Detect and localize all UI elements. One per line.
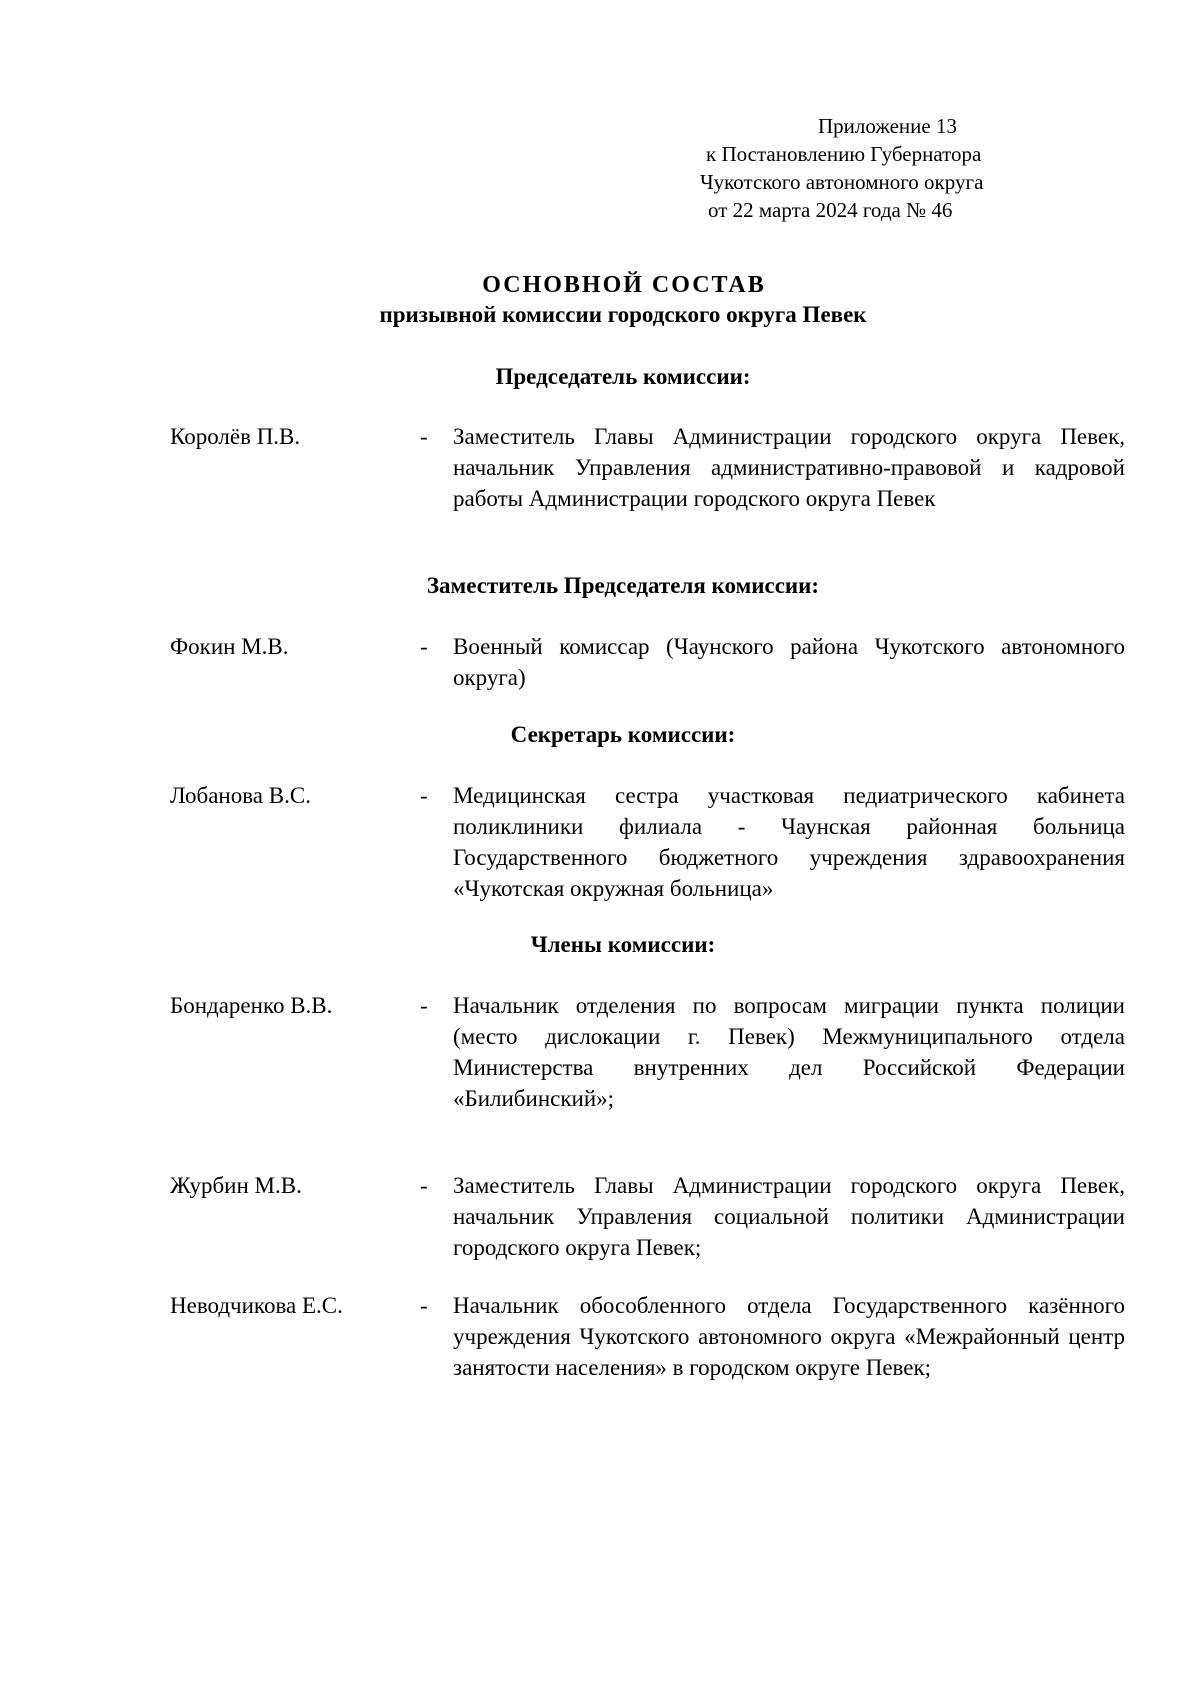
member-description: Заместитель Главы Администрации городского округа Певек, начальник Управления социальной политики Администрации городского округа Певек; bbox=[453, 1173, 1125, 1260]
member-entry-deputy bbox=[170, 631, 1125, 693]
member-entry bbox=[170, 1170, 1125, 1263]
appendix-line: к Постановлению Губернатора bbox=[706, 142, 982, 166]
member-description: Начальник отделения по вопросам миграции пункта полиции (место дислокации г. Певек) Межмуниципального отдела Министерства внутренних дел Российской Федерации «Билибинский»; bbox=[453, 993, 1125, 1111]
member-entry bbox=[170, 1290, 1125, 1383]
section-heading-deputy: Заместитель Председателя комиссии: bbox=[426, 573, 820, 598]
member-name: Королёв П.В. bbox=[170, 424, 301, 449]
member-entry-chairman bbox=[170, 421, 1125, 514]
document-title: ОСНОВНОЙ СОСТАВ bbox=[482, 272, 766, 298]
member-description: Медицинская сестра участковая педиатрического кабинета поликлиники филиала - Чаунская районная больница Государственного бюджетного учреждения здравоохранения «Чукотская окружная больница» bbox=[453, 783, 1125, 901]
member-description: Начальник обособленного отдела Государственного казённого учреждения Чукотского автономного округа «Межрайонный центр занятости населения» в городском округе Певек; bbox=[453, 1293, 1125, 1380]
member-dash: - bbox=[420, 424, 428, 449]
member-description: Заместитель Главы Администрации городского округа Певек, начальник Управления административно-правовой и кадровой работы Администрации городского округа Певек bbox=[453, 424, 1125, 511]
document-subtitle: призывной комиссии городского округа Певек bbox=[379, 302, 867, 327]
appendix-line: от 22 марта 2024 года № 46 bbox=[708, 198, 953, 222]
appendix-line: Приложение 13 bbox=[818, 114, 957, 138]
section-heading-chairman: Председатель комиссии: bbox=[495, 364, 751, 389]
member-name: Журбин М.В. bbox=[170, 1173, 302, 1198]
member-dash: - bbox=[420, 1293, 428, 1318]
member-name: Неводчикова Е.С. bbox=[170, 1293, 343, 1318]
appendix-block bbox=[700, 112, 1100, 224]
member-entry bbox=[170, 990, 1125, 1114]
appendix-line: Чукотского автономного округа bbox=[700, 170, 984, 194]
member-dash: - bbox=[420, 1173, 428, 1198]
member-name: Бондаренко В.В. bbox=[170, 993, 333, 1018]
member-dash: - bbox=[420, 634, 428, 659]
member-name: Фокин М.В. bbox=[170, 634, 289, 659]
member-name: Лобанова В.С. bbox=[170, 783, 311, 808]
section-heading-members: Члены комиссии: bbox=[530, 932, 716, 957]
member-description: Военный комиссар (Чаунского района Чукотского автономного округа) bbox=[453, 634, 1125, 690]
section-heading-secretary: Секретарь комиссии: bbox=[510, 722, 736, 747]
member-dash: - bbox=[420, 783, 428, 808]
member-entry-secretary bbox=[170, 780, 1125, 904]
member-dash: - bbox=[420, 993, 428, 1018]
